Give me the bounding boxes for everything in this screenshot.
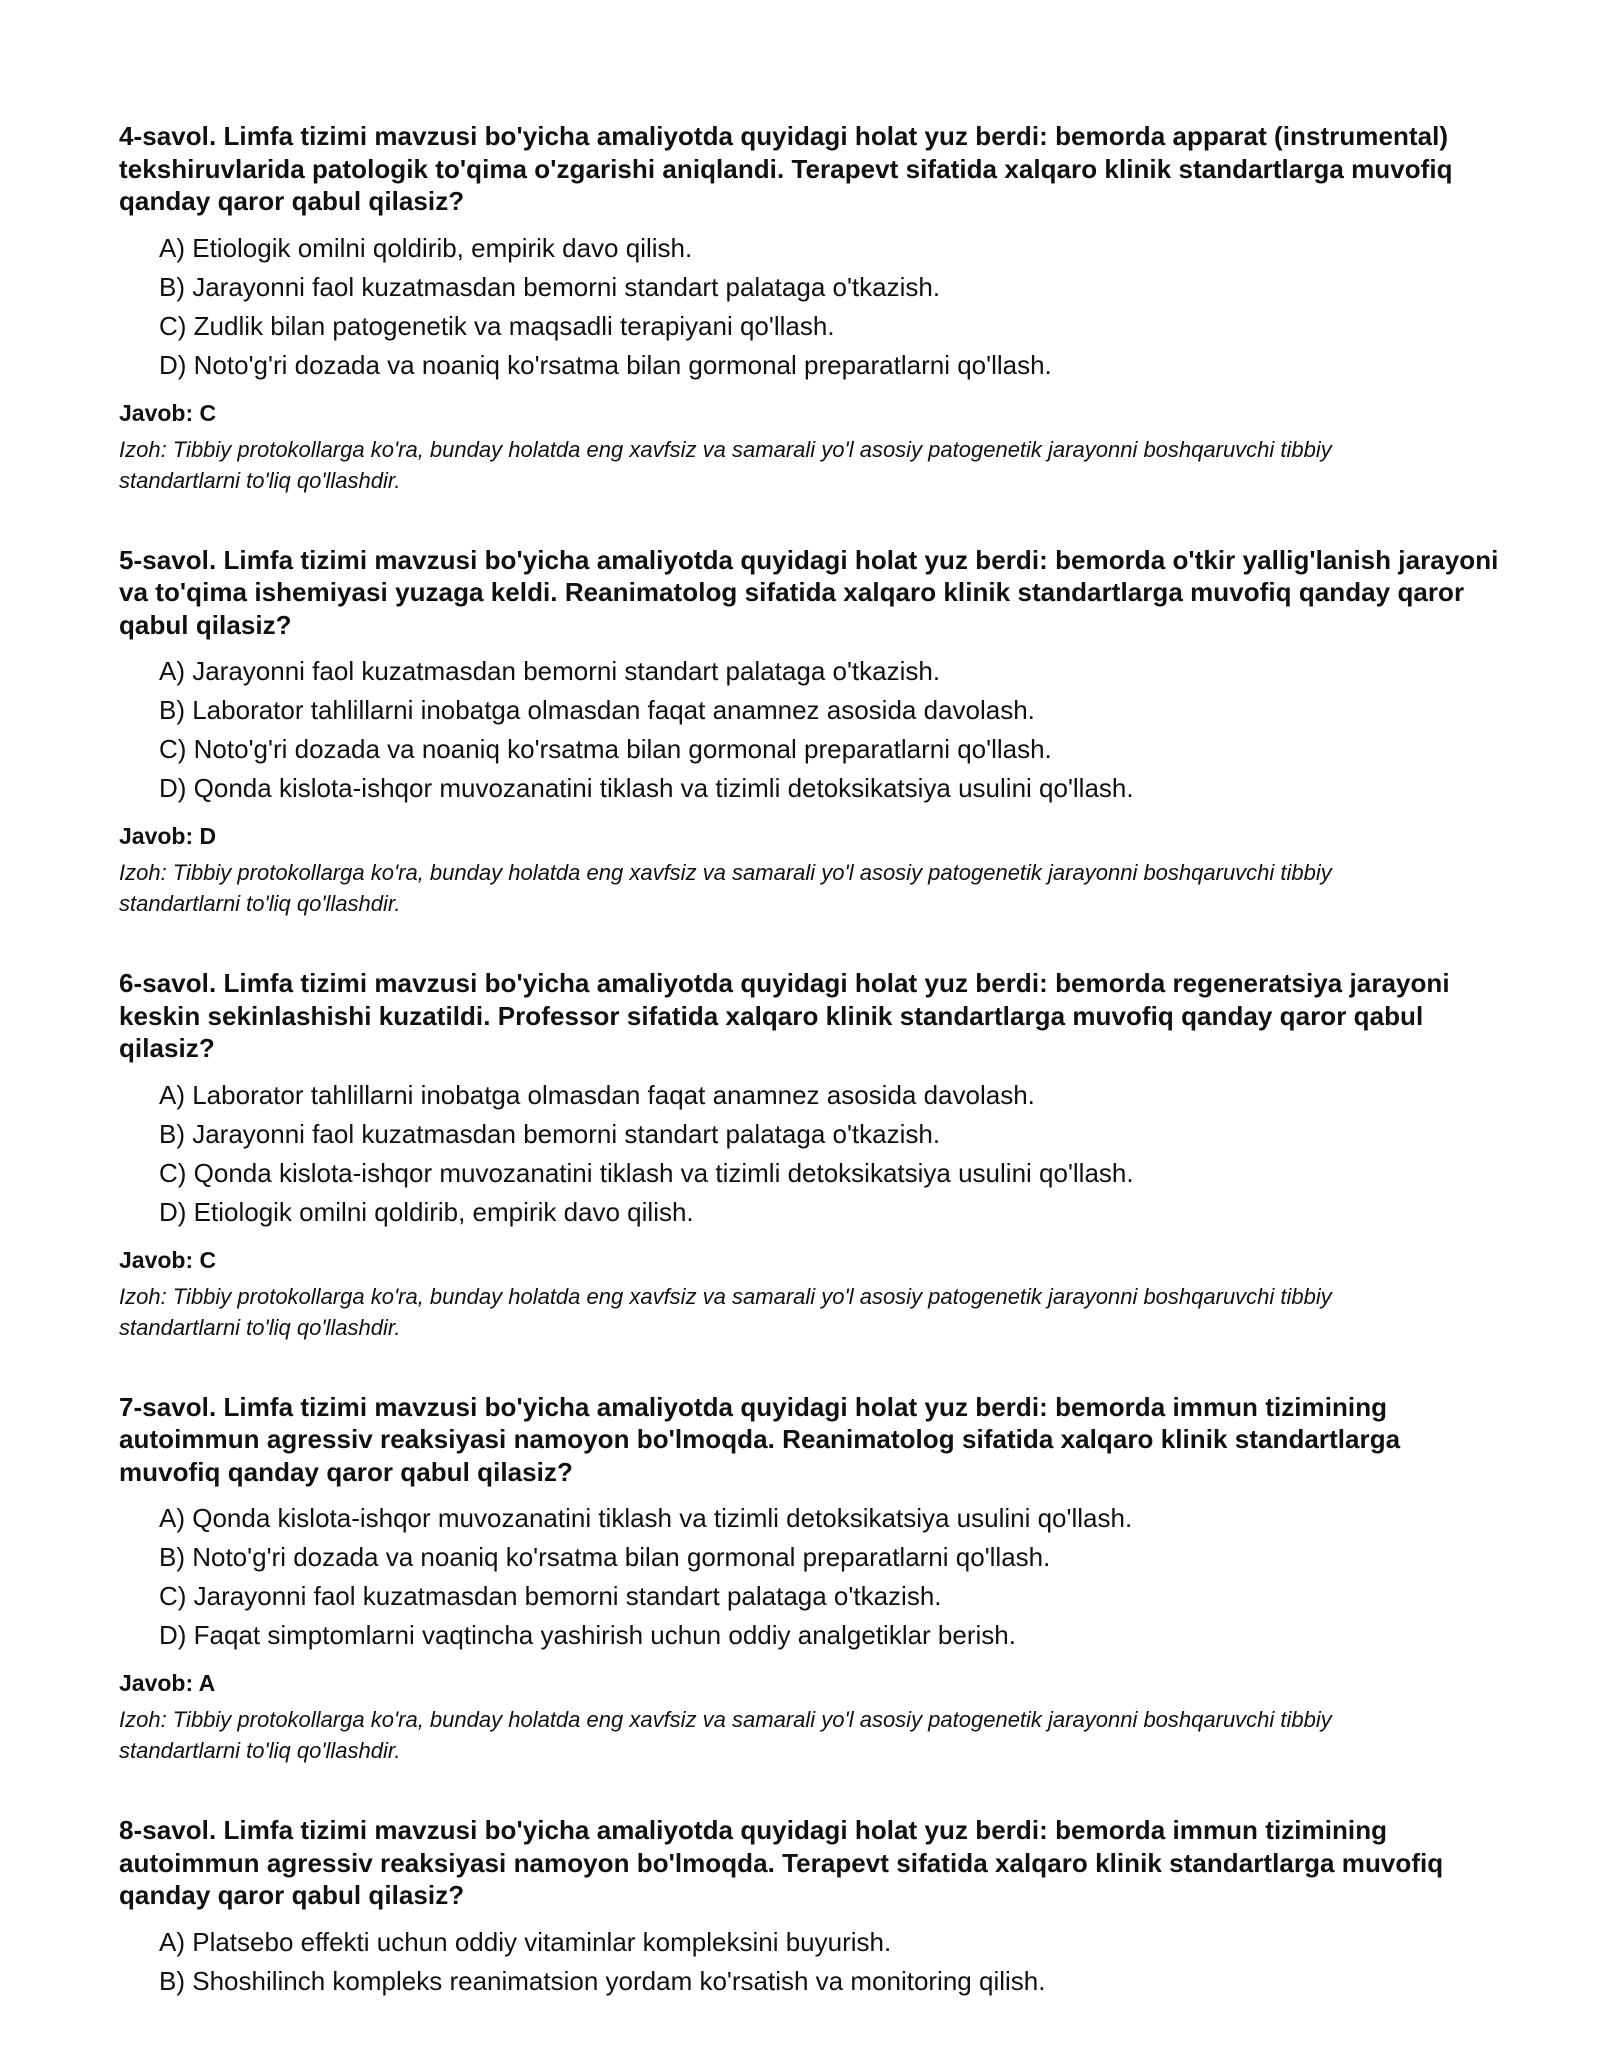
question-block-4 [119,120,1499,496]
answer-label: Javob: D [119,823,217,849]
question-text: 7-savol. Limfa tizimi mavzusi bo'yicha amaliyotda quyidagi holat yuz berdi: bemorda immun tizimining autoimmun agressiv reaksiyasi namoyon bo'lmoqda. Reanimatolog sifatida xalqaro klinik standartlarga muvofiq qanday qaror qabul qilasiz? [119,1391,1401,1487]
explanation-text: Izoh: Tibbiy protokollarga ko'ra, bunday holatda eng xavfsiz va samarali yo'l asosiy patogenetik jarayonni boshqaruvchi tibbiy standartlarni to'liq qo'llashdir. [119,860,1332,916]
option-b: B) Jarayonni faol kuzatmasdan bemorni standart palataga o'tkazish. [159,1118,941,1149]
option-a: A) Qonda kislota-ishqor muvozanatini tiklash va tizimli detoksikatsiya usulini qo'llash. [159,1503,1133,1533]
option-c: C) Qonda kislota-ishqor muvozanatini tiklash va tizimli detoksikatsiya usulini qo'llash. [159,1157,1134,1188]
question-text: 5-savol. Limfa tizimi mavzusi bo'yicha amaliyotda quyidagi holat yuz berdi: bemorda o'tkir yallig'lanish jarayoni va to'qima ishemiyasi yuzaga keldi. Reanimatolog sifatida xalqaro klinik standartlarga muvofiq qanday qaror qabul qilasiz? [119,544,1499,640]
answer-label: Javob: C [119,399,217,426]
option-c: C) Zudlik bilan patogenetik va maqsadli terapiyani qo'llash. [159,310,835,341]
option-a: A) Etiologik omilni qoldirib, empirik davo qilish. [159,232,693,263]
options-list [119,652,1499,808]
option-c: C) Noto'g'ri dozada va noaniq ko'rsatma bilan gormonal preparatlarni qo'llash. [159,734,1052,764]
options-list [119,229,1499,385]
question-block-6 [119,967,1499,1343]
option-c: C) Jarayonni faol kuzatmasdan bemorni standart palataga o'tkazish. [159,1581,942,1611]
question-block-8 [119,1814,1499,2001]
option-a: A) Laborator tahlillarni inobatga olmasdan faqat anamnez asosida davolash. [159,1079,1035,1110]
document-page [119,120,1499,2049]
question-text: 8-savol. Limfa tizimi mavzusi bo'yicha amaliyotda quyidagi holat yuz berdi: bemorda immun tizimining autoimmun agressiv reaksiyasi namoyon bo'lmoqda. Terapevt sifatida xalqaro klinik standartlarga muvofiq qanday qaror qabul qilasiz? [119,1815,1444,1910]
options-list [119,1923,1499,2001]
option-b: B) Shoshilinch kompleks reanimatsion yordam ko'rsatish va monitoring qilish. [159,1965,1046,1996]
option-a: A) Jarayonni faol kuzatmasdan bemorni standart palataga o'tkazish. [159,656,941,686]
answer-label: Javob: C [119,1246,217,1273]
option-d: D) Noto'g'ri dozada va noaniq ko'rsatma bilan gormonal preparatlarni qo'llash. [159,349,1052,380]
option-d: D) Qonda kislota-ishqor muvozanatini tiklash va tizimli detoksikatsiya usulini qo'llash. [159,773,1134,803]
options-list [119,1076,1499,1232]
answer-label: Javob: A [119,1670,216,1696]
options-list [119,1499,1499,1655]
option-b: B) Jarayonni faol kuzatmasdan bemorni standart palataga o'tkazish. [159,271,941,302]
explanation-text: Izoh: Tibbiy protokollarga ko'ra, bunday holatda eng xavfsiz va samarali yo'l asosiy patogenetik jarayonni boshqaruvchi tibbiy standartlarni to'liq qo'llashdir. [119,1283,1332,1340]
option-b: B) Noto'g'ri dozada va noaniq ko'rsatma bilan gormonal preparatlarni qo'llash. [159,1542,1051,1572]
option-b: B) Laborator tahlillarni inobatga olmasdan faqat anamnez asosida davolash. [159,695,1035,725]
explanation-text: Izoh: Tibbiy protokollarga ko'ra, bunday holatda eng xavfsiz va samarali yo'l asosiy patogenetik jarayonni boshqaruvchi tibbiy standartlarni to'liq qo'llashdir. [119,436,1332,493]
question-text: 4-savol. Limfa tizimi mavzusi bo'yicha amaliyotda quyidagi holat yuz berdi: bemorda apparat (instrumental) tekshiruvlarida patologik to'qima o'zgarishi aniqlandi. Terapevt sifatida xalqaro klinik standartlarga muvofiq qanday qaror qabul qilasiz? [119,121,1453,216]
question-text: 6-savol. Limfa tizimi mavzusi bo'yicha amaliyotda quyidagi holat yuz berdi: bemorda regeneratsiya jarayoni keskin sekinlashishi kuzatildi. Professor sifatida xalqaro klinik standartlarga muvofiq qanday qaror qabul qilasiz? [119,968,1450,1063]
option-a: A) Platsebo effekti uchun oddiy vitaminlar kompleksini buyurish. [159,1926,892,1957]
question-block-5 [119,544,1499,920]
option-d: D) Etiologik omilni qoldirib, empirik davo qilish. [159,1196,694,1227]
question-block-7 [119,1391,1499,1767]
explanation-text: Izoh: Tibbiy protokollarga ko'ra, bunday holatda eng xavfsiz va samarali yo'l asosiy patogenetik jarayonni boshqaruvchi tibbiy standartlarni to'liq qo'llashdir. [119,1707,1332,1763]
option-d: D) Faqat simptomlarni vaqtincha yashirish uchun oddiy analgetiklar berish. [159,1620,1016,1650]
